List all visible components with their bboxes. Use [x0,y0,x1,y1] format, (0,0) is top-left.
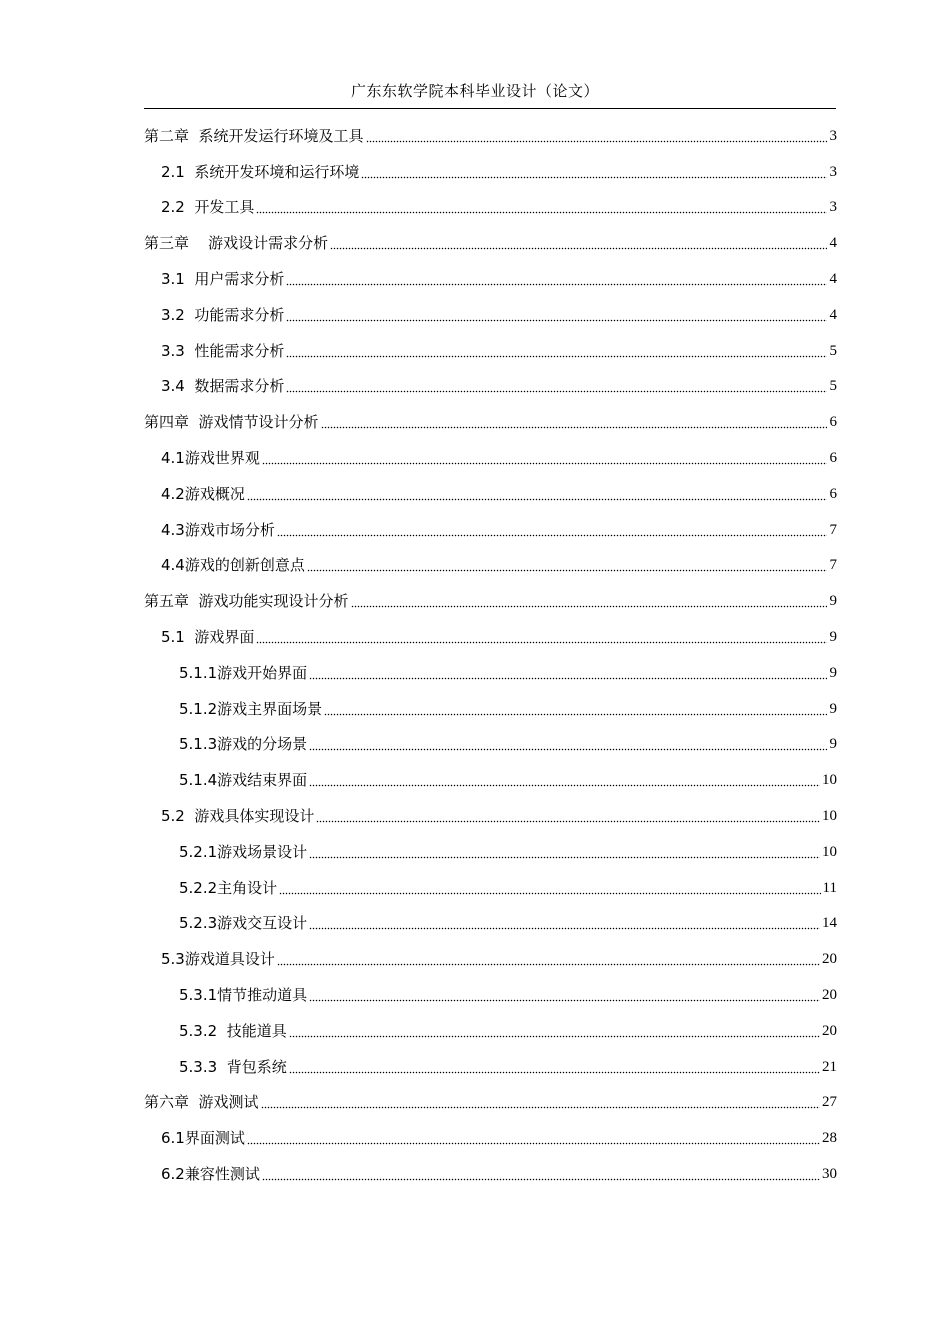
toc-entry-title: 5.3.2 技能道具 [179,1021,287,1040]
toc-entry-page-number: 3 [829,199,837,216]
toc-entry[interactable] [144,762,837,798]
toc-entry-title: 5.3游戏道具设计 [161,950,275,969]
toc-entry-page-number: 9 [829,629,837,646]
toc-entry[interactable] [144,297,837,333]
toc-entry-title: 3.3 性能需求分析 [161,341,285,360]
toc-entry-title: 4.4游戏的创新创意点 [161,556,305,575]
toc-dot-leader [261,1092,820,1112]
toc-entry-title: 5.1.3游戏的分场景 [179,735,308,754]
toc-entry[interactable] [144,404,837,440]
toc-dot-leader [247,1128,820,1148]
toc-entry-title: 5.2 游戏具体实现设计 [161,807,315,826]
toc-entry-title: 5.2.2主角设计 [179,878,278,897]
toc-dot-leader [279,878,820,898]
toc-entry-title: 第五章 游戏功能实现设计分析 [144,592,349,611]
toc-dot-leader [321,412,827,432]
toc-entry-page-number: 10 [822,772,837,789]
toc-entry-title: 6.2兼容性测试 [161,1165,260,1183]
toc-dot-leader [289,1021,820,1041]
toc-entry-page-number: 4 [829,271,837,288]
toc-entry[interactable] [144,512,837,548]
toc-dot-leader [316,806,820,826]
toc-dot-leader [309,770,820,790]
toc-entry-page-number: 9 [829,700,837,717]
toc-entry[interactable] [144,333,837,369]
toc-entry-page-number: 9 [829,736,837,753]
toc-entry[interactable] [144,476,837,512]
toc-dot-leader [330,233,827,253]
toc-entry-title: 3.2 功能需求分析 [161,305,285,324]
toc-entry[interactable] [144,154,837,190]
toc-dot-leader [286,269,827,289]
toc-entry[interactable] [144,941,837,977]
toc-entry[interactable] [144,798,837,834]
toc-entry[interactable] [144,870,837,906]
toc-entry-title: 3.4 数据需求分析 [161,377,285,396]
toc-entry-page-number: 11 [822,879,837,896]
toc-entry[interactable] [144,834,837,870]
toc-entry-page-number: 7 [829,557,837,574]
toc-entry[interactable] [144,977,837,1013]
toc-entry[interactable] [144,1013,837,1049]
toc-entry-page-number: 14 [822,915,837,932]
toc-entry[interactable] [144,655,837,691]
toc-dot-leader [351,591,827,611]
toc-dot-leader [262,1164,820,1184]
toc-entry-page-number: 30 [822,1166,837,1182]
toc-dot-leader [256,627,827,647]
toc-dot-leader [277,520,827,540]
header-rule [144,108,836,109]
toc-entry-title: 5.3.3 背包系统 [179,1057,287,1076]
toc-entry-page-number: 5 [829,378,837,395]
toc-entry[interactable] [144,906,837,942]
toc-entry-page-number: 20 [822,1022,837,1039]
toc-entry-title: 第六章 游戏测试 [144,1093,259,1112]
toc-entry-page-number: 6 [829,414,837,431]
toc-dot-leader [309,913,820,933]
toc-entry[interactable] [144,1156,837,1192]
toc-entry-title: 6.1界面测试 [161,1129,245,1148]
toc-entry-page-number: 21 [822,1058,837,1075]
toc-dot-leader [309,842,820,862]
toc-entry-page-number: 10 [822,808,837,825]
toc-entry-page-number: 20 [822,987,837,1004]
toc-entry-title: 4.1游戏世界观 [161,449,260,468]
toc-entry-page-number: 3 [829,163,837,180]
toc-entry[interactable] [144,1049,837,1085]
toc-entry-page-number: 28 [822,1130,837,1147]
toc-entry-title: 第三章 游戏设计需求分析 [144,234,329,253]
toc-entry-page-number: 9 [829,664,837,681]
toc-dot-leader [307,555,827,575]
toc-entry-title: 2.2 开发工具 [161,198,255,217]
toc-entry-page-number: 6 [829,450,837,467]
page-header: 广东东软学院本科毕业设计（论文） [350,82,599,100]
toc-dot-leader [247,484,827,504]
toc-entry-page-number: 27 [822,1094,837,1111]
toc-dot-leader [309,734,827,754]
toc-entry-title: 5.3.1情节推动道具 [179,986,308,1005]
table-of-contents [144,118,837,1192]
toc-entry-title: 5.1.4游戏结束界面 [179,771,308,790]
toc-entry-title: 5.2.1游戏场景设计 [179,842,308,861]
toc-dot-leader [309,663,827,683]
toc-entry[interactable] [144,261,837,297]
toc-entry-title: 2.1 系统开发环境和运行环境 [161,162,360,181]
toc-entry-page-number: 4 [829,306,837,323]
toc-entry-title: 4.3游戏市场分析 [161,520,275,539]
toc-entry-page-number: 6 [829,485,837,502]
toc-entry[interactable] [144,619,837,655]
toc-entry[interactable] [144,1085,837,1121]
toc-entry-page-number: 4 [829,235,837,252]
toc-entry-title: 5.1.1游戏开始界面 [179,663,308,682]
toc-dot-leader [324,699,827,719]
toc-entry-title: 5.1.2游戏主界面场景 [179,699,323,718]
toc-entry-title: 3.1 用户需求分析 [161,270,285,289]
toc-dot-leader [286,376,827,396]
toc-dot-leader [286,305,827,325]
toc-dot-leader [256,197,827,217]
toc-entry-page-number: 9 [829,593,837,610]
toc-dot-leader [277,949,820,969]
toc-entry-title: 5.2.3游戏交互设计 [179,914,308,933]
toc-entry[interactable] [144,225,837,261]
toc-entry-page-number: 20 [822,951,837,968]
toc-dot-leader [262,448,827,468]
toc-dot-leader [289,1057,820,1077]
toc-entry[interactable] [144,190,837,226]
toc-dot-leader [309,985,820,1005]
toc-entry-page-number: 3 [829,127,837,144]
toc-entry-page-number: 7 [829,521,837,538]
toc-dot-leader [286,341,827,361]
toc-entry[interactable] [144,118,837,154]
toc-entry-title: 第二章 系统开发运行环境及工具 [144,126,364,145]
toc-entry-title: 4.2游戏概况 [161,484,245,503]
toc-entry[interactable] [144,548,837,584]
toc-entry[interactable] [144,440,837,476]
toc-entry[interactable] [144,1120,837,1156]
toc-entry[interactable] [144,583,837,619]
toc-entry-page-number: 10 [822,843,837,860]
toc-entry[interactable] [144,369,837,405]
toc-entry-page-number: 5 [829,342,837,359]
toc-entry[interactable] [144,691,837,727]
toc-entry-title: 5.1 游戏界面 [161,628,255,647]
toc-entry[interactable] [144,727,837,763]
toc-dot-leader [366,126,827,146]
toc-dot-leader [361,162,827,182]
toc-entry-title: 第四章 游戏情节设计分析 [144,413,319,432]
